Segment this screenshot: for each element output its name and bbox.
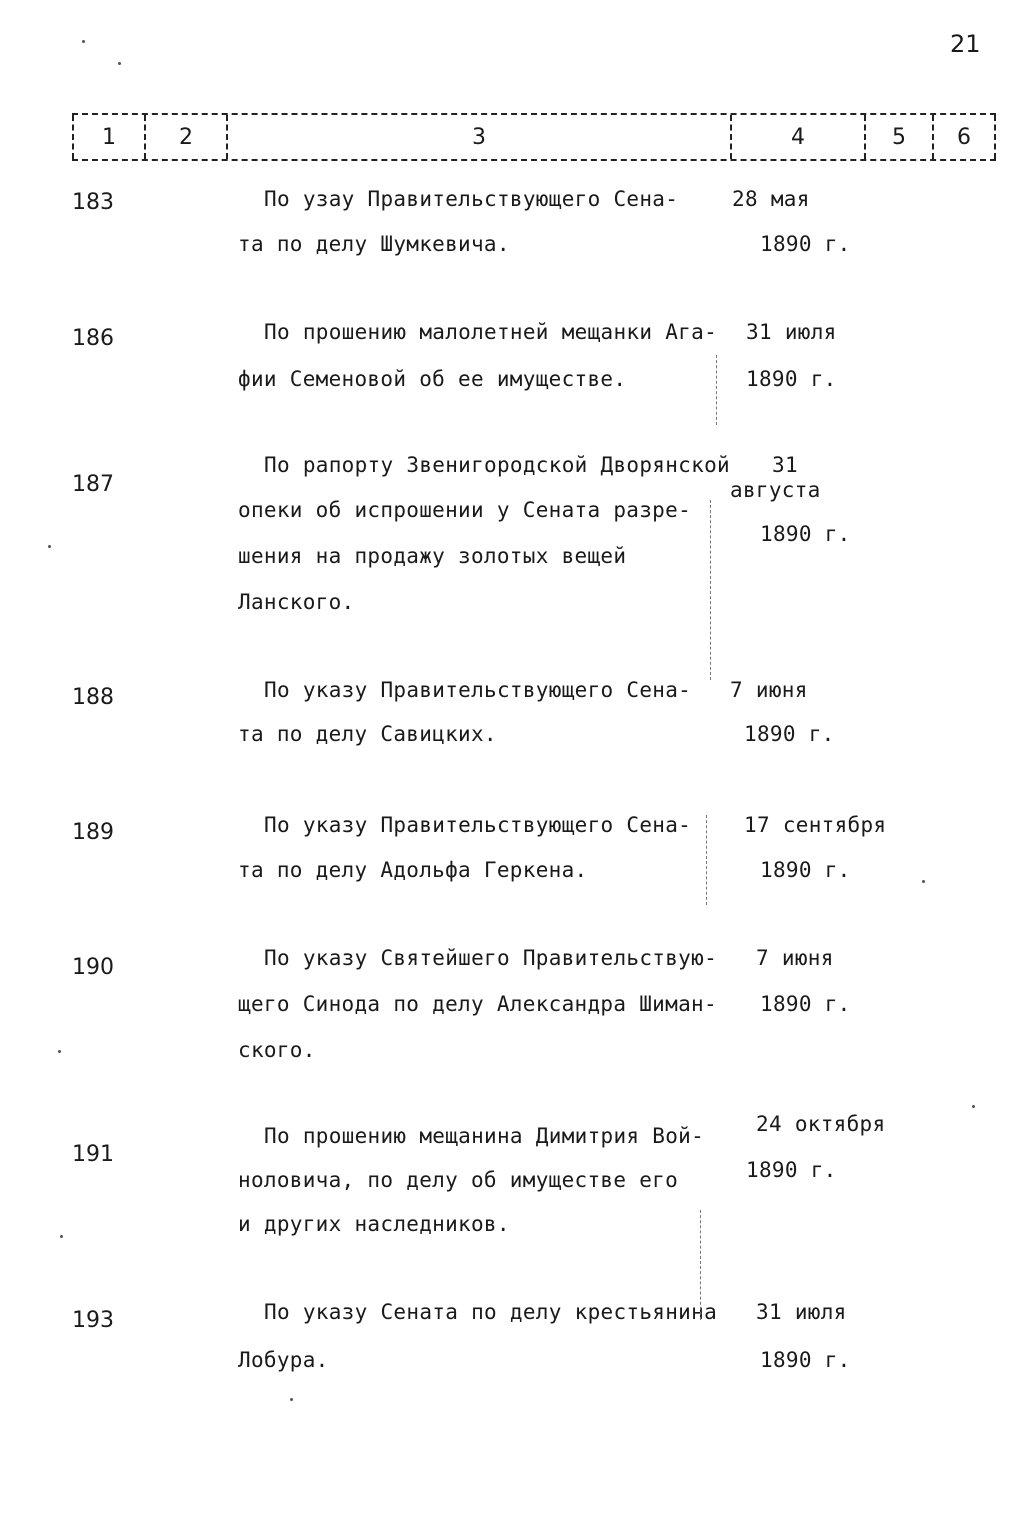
entry-text-line: Лобура.	[238, 1348, 329, 1372]
entry-number: 193	[72, 1308, 114, 1333]
entry-text-line: та по делу Шумкевича.	[238, 232, 510, 256]
entry-date: 24 октября	[756, 1112, 886, 1136]
entry-text-line: По указу Правительствующего Сена-	[264, 813, 692, 837]
entry-date-year: 1890 г.	[760, 858, 851, 882]
entry-text-line: и других наследников.	[238, 1212, 510, 1236]
column-header-1: 1	[72, 115, 144, 159]
column-header-5: 5	[864, 115, 932, 159]
entry-date-year: 1890 г.	[744, 722, 835, 746]
scan-speck	[922, 880, 925, 883]
entry-number: 191	[72, 1142, 114, 1167]
entry-text-line: По указу Святейшего Правительствую-	[264, 946, 718, 970]
entry-number: 187	[72, 472, 114, 497]
entry-number: 189	[72, 820, 114, 845]
entry-text-line: та по делу Адольфа Геркена.	[238, 858, 588, 882]
entry-date-year: 1890 г.	[760, 1348, 851, 1372]
entry-date-month: августа	[730, 478, 821, 502]
scan-speck	[972, 1105, 975, 1108]
entry-date-year: 1890 г.	[760, 992, 851, 1016]
entry-number: 183	[72, 190, 114, 215]
entry-text-line: По указу Сената по делу крестьянина	[264, 1300, 718, 1324]
entry-date-year: 1890 г.	[746, 367, 837, 391]
column-separator	[716, 355, 717, 425]
entry-text-line: щего Синода по делу Александра Шиман-	[238, 992, 717, 1016]
entry-date: 31 июля	[756, 1300, 847, 1324]
scan-speck	[82, 40, 85, 43]
entry-date-day: 31	[772, 453, 798, 477]
column-separator	[700, 1210, 701, 1320]
entry-date: 31 июля	[746, 320, 837, 344]
entry-text-line: По узау Правительствующего Сена-	[264, 187, 679, 211]
entry-text-line: ского.	[238, 1038, 316, 1062]
entry-date: 7 июня	[756, 946, 834, 970]
column-separator	[706, 815, 707, 905]
entry-text-line: По указу Правительствующего Сена-	[264, 678, 692, 702]
entry-date: 17 сентября	[744, 813, 887, 837]
entry-text-line: фии Семеновой об ее имуществе.	[238, 367, 627, 391]
scan-speck	[290, 1398, 293, 1401]
entry-date-year: 1890 г.	[746, 1158, 837, 1182]
entry-text-line: ноловича, по делу об имуществе его	[238, 1168, 679, 1192]
entry-text-line: По прошению мещанина Димитрия Вой-	[264, 1124, 705, 1148]
column-separator	[710, 500, 711, 680]
entry-number: 190	[72, 955, 114, 980]
page-number: 21	[950, 30, 981, 58]
entry-text-line: опеки об испрошении у Сената разре-	[238, 498, 692, 522]
entry-text-line: шения на продажу золотых вещей	[238, 544, 627, 568]
entry-number: 186	[72, 326, 114, 351]
entry-date-year: 1890 г.	[760, 232, 851, 256]
entry-text-line: По прошению малолетней мещанки Ага-	[264, 320, 718, 344]
entry-date: 28 мая	[732, 187, 810, 211]
column-header-row	[72, 113, 996, 161]
entry-text-line: По рапорту Звенигородской Дворянской	[264, 453, 730, 477]
column-header-2: 2	[144, 115, 226, 159]
column-header-4: 4	[730, 115, 864, 159]
entry-date-year: 1890 г.	[760, 522, 851, 546]
scan-speck	[118, 62, 121, 65]
scan-speck	[58, 1050, 61, 1053]
column-header-3: 3	[226, 115, 730, 159]
entry-text-line: Ланского.	[238, 590, 355, 614]
entry-number: 188	[72, 685, 114, 710]
entry-date: 7 июня	[730, 678, 808, 702]
scan-speck	[60, 1235, 63, 1238]
entry-text-line: та по делу Савицких.	[238, 722, 497, 746]
column-header-6: 6	[932, 115, 996, 159]
scan-speck	[48, 545, 51, 548]
